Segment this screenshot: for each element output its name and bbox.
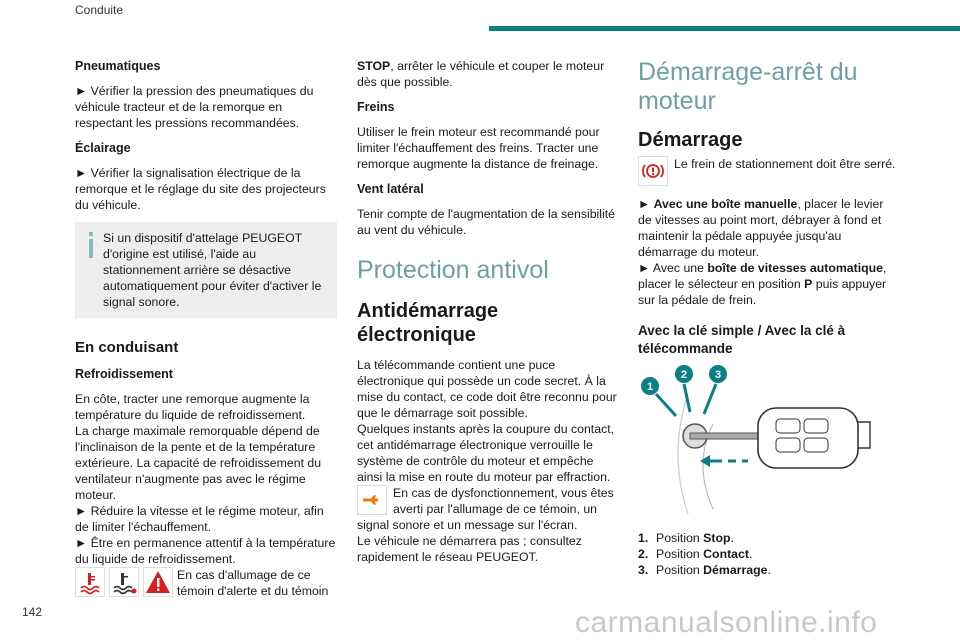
tyres-heading: Pneumatiques: [75, 59, 161, 73]
wrench-icon: [357, 485, 387, 515]
starting-heading: Démarrage: [638, 129, 743, 151]
key-heading: Avec la clé simple / Avec la clé à télécommande: [638, 323, 846, 356]
lighting-heading: Éclairage: [75, 141, 131, 155]
warning-text: En cas d'allumage de ce témoin d'alerte et du témoin: [177, 568, 329, 598]
info-box: [75, 222, 337, 318]
figure-label-2: 2: [680, 369, 688, 381]
cooling-p3: ► Réduire la vitesse et le régime moteur, afin de limiter l'échauffement.: [75, 504, 324, 534]
immobiliser-p2: Quelques instants après la coupure du contact, cet antidémarrage électronique verrouille le système de contrôle du moteur et empêche ainsi la mise en route du moteur par effraction.: [357, 422, 615, 484]
tyres-text: ► Vérifier la pression des pneumatiques du véhicule tracteur et de la remorque en respectant les pressions recommandées.: [75, 84, 314, 130]
parking-brake-text: Le frein de stationnement doit être serré.: [674, 157, 896, 171]
brakes-text: Utiliser le frein moteur est recommandé pour limiter l'échauffement des freins. Tracter une remorque augmente la distance de freinage.: [357, 125, 600, 171]
figure-label-3: 3: [714, 369, 722, 381]
figure-label-1: 1: [646, 381, 654, 393]
malfunction-row: [357, 485, 619, 533]
page-number: 142: [22, 605, 43, 619]
theft-protection-heading: Protection antivol: [357, 256, 549, 284]
position-item: 3. Position Démarrage.: [638, 563, 771, 577]
start-stop-heading: Démarrage-arrêt du moteur: [638, 58, 858, 115]
coolant-level-icon: [109, 567, 139, 597]
malfunction-text: En cas de dysfonctionnement, vous êtes averti par l'allumage de ce témoin, un signal sonore et un message sur l'écran.: [357, 486, 614, 532]
immobiliser-heading: Antidémarrage électronique: [357, 300, 499, 346]
lighting-text: ► Vérifier la signalisation électrique de la remorque et le réglage du site des projecteurs du véhicule.: [75, 166, 326, 212]
parking-brake-row: [638, 156, 900, 186]
wind-heading: Vent latéral: [357, 182, 424, 196]
position-item: 1. Position Stop.: [638, 531, 734, 545]
brakes-heading: Freins: [357, 100, 395, 114]
column-2: [357, 58, 619, 565]
immobiliser-p1: La télécommande contient une puce électronique qui possède un code secret. À la mise du contact, ce code doit être reconnu pour que le démarrage soit possible.: [357, 358, 617, 420]
parking-brake-icon: [638, 156, 668, 186]
column-3: [638, 58, 900, 578]
key-ignition-figure: [638, 364, 898, 524]
warning-row: [75, 567, 337, 599]
manual-text: ► Avec une boîte manuelle, placer le levier de vitesses au point mort, débrayer à fond et maintenir la pédale appuyée jusqu'au démarrage du moteur.: [638, 197, 884, 259]
auto-text: ► Avec une boîte de vitesses automatique, placer le sélecteur en position P puis appuyer sur la pédale de frein.: [638, 261, 887, 307]
cooling-p1: En côte, tracter une remorque augmente la température du liquide de refroidissement.: [75, 392, 310, 422]
watermark: carmanualsonline.info: [575, 606, 878, 639]
info-icon: [86, 232, 96, 258]
wind-text: Tenir compte de l'augmentation de la sensibilité au vent du véhicule.: [357, 207, 616, 237]
coolant-temperature-icon: [75, 567, 105, 597]
column-1: [75, 58, 337, 599]
header-accent-bar: [489, 26, 960, 31]
cooling-p2: La charge maximale remorquable dépend de l'inclinaison de la pente et de la température extérieure. La capacité de refroidissement du ventilateur n'augmente pas avec le régime moteur.: [75, 424, 322, 502]
cooling-heading: Refroidissement: [75, 367, 173, 381]
garage-text: Le véhicule ne démarrera pas ; consultez rapidement le réseau PEUGEOT.: [357, 534, 582, 564]
stop-text: STOP, arrêter le véhicule et couper le moteur dès que possible.: [357, 59, 605, 89]
position-item: 2. Position Contact.: [638, 547, 753, 561]
warning-triangle-icon: [143, 567, 173, 597]
info-text: Si un dispositif d'attelage PEUGEOT d'origine est utilisé, l'aide au stationnement arrière se désactive automatiquement pour éviter d'activer le signal sonore.: [103, 231, 322, 309]
cooling-p4: ► Être en permanence attentif à la température du liquide de refroidissement.: [75, 536, 336, 566]
driving-heading: En conduisant: [75, 339, 179, 356]
running-header: Conduite: [75, 3, 124, 17]
positions-list: [638, 530, 900, 578]
